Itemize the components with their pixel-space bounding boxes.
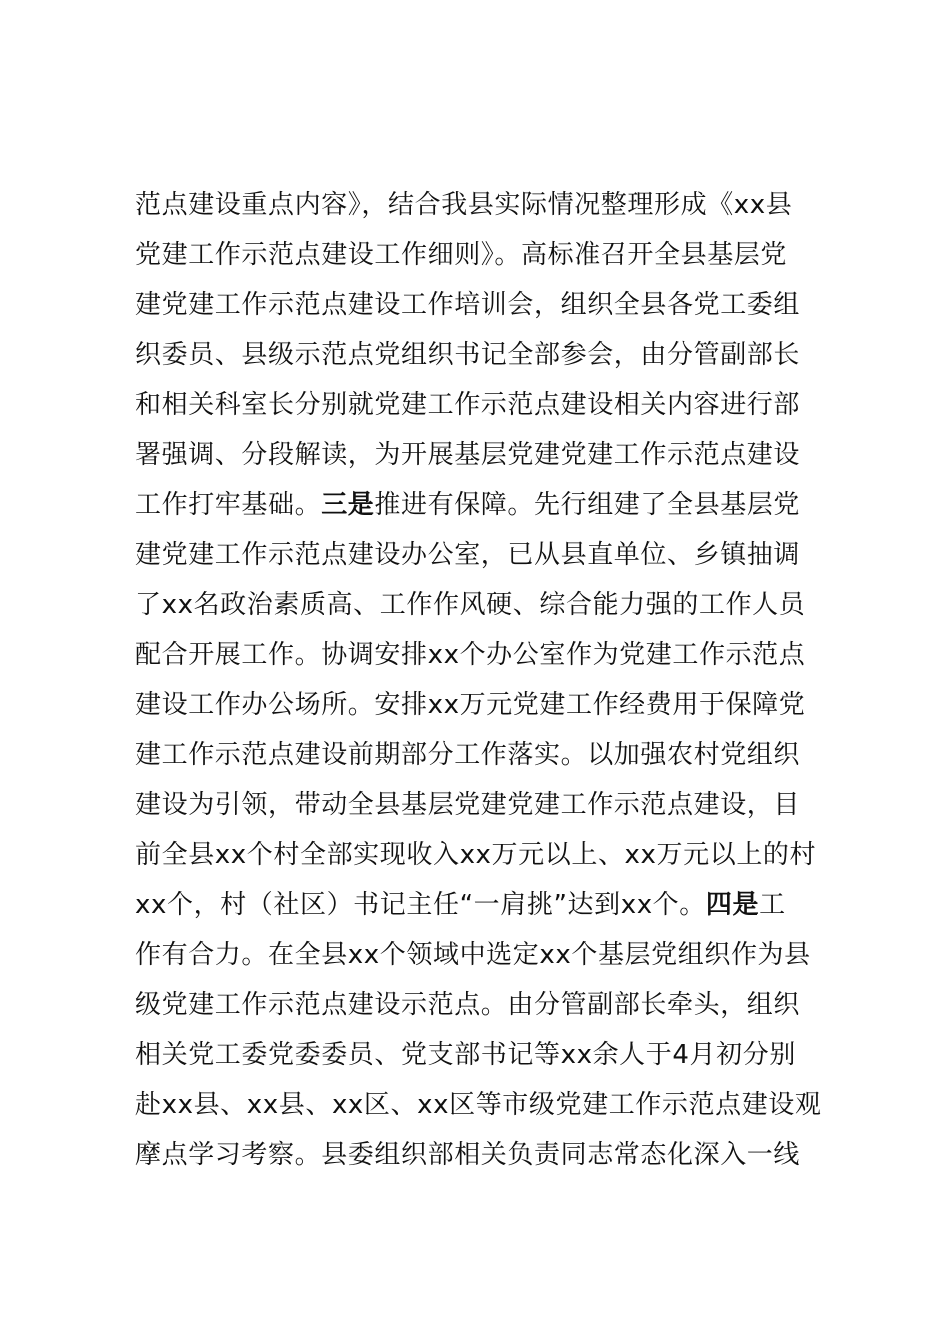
text-run: 建设为引领，带动全县基层党建党建工作示范点建设，目 xyxy=(135,790,801,820)
text-line xyxy=(135,830,855,880)
text-line xyxy=(135,430,855,480)
text-line xyxy=(135,730,855,780)
text-run: 建设工作办公场所。安排xx万元党建工作经费用于保障党 xyxy=(135,690,806,720)
text-run: 党建工作示范点建设工作细则》。高标准召开全县基层党 xyxy=(135,240,788,270)
text-line xyxy=(135,880,855,930)
text-run: 配合开展工作。协调安排xx个办公室作为党建工作示范点 xyxy=(135,640,806,670)
bold-heading-run: 四是 xyxy=(705,890,760,920)
text-line xyxy=(135,780,855,830)
text-line xyxy=(135,530,855,580)
text-run: 作有合力。在全县xx个领域中选定xx个基层党组织作为县 xyxy=(135,940,811,970)
text-run: 织委员、县级示范点党组织书记全部参会，由分管副部长 xyxy=(135,340,801,370)
text-run: 建工作示范点建设前期部分工作落实。以加强农村党组织 xyxy=(135,740,801,770)
text-run: 前全县xx个村全部实现收入xx万元以上、xx万元以上的村 xyxy=(135,840,817,870)
text-line xyxy=(135,680,855,730)
text-run: 了xx名政治素质高、工作作风硬、综合能力强的工作人员 xyxy=(135,590,806,620)
text-line xyxy=(135,230,855,280)
text-line xyxy=(135,480,855,530)
text-run: 级党建工作示范点建设示范点。由分管副部长牵头，组织 xyxy=(135,990,801,1020)
text-line xyxy=(135,580,855,630)
text-line xyxy=(135,1030,855,1080)
text-run: 署强调、分段解读，为开展基层党建党建工作示范点建设 xyxy=(135,440,801,470)
text-line xyxy=(135,330,855,380)
bold-heading-run: 三是 xyxy=(321,490,375,520)
text-line xyxy=(135,280,855,330)
text-line xyxy=(135,630,855,680)
text-line xyxy=(135,1080,855,1130)
text-run: 工 xyxy=(759,890,786,920)
text-run: 建党建工作示范点建设办公室，已从县直单位、乡镇抽调 xyxy=(135,540,801,570)
text-run: 推进有保障。先行组建了全县基层党 xyxy=(374,490,801,520)
text-line xyxy=(135,980,855,1030)
text-run: 建党建工作示范点建设工作培训会，组织全县各党工委组 xyxy=(135,290,801,320)
text-run: 相关党工委党委委员、党支部书记等xx余人于4月初分别 xyxy=(135,1040,796,1070)
text-run: 赴xx县、xx县、xx区、xx区等市级党建工作示范点建设观 xyxy=(135,1090,822,1120)
text-line xyxy=(135,380,855,430)
body-text xyxy=(135,180,855,1180)
text-run: 摩点学习考察。县委组织部相关负责同志常态化深入一线 xyxy=(135,1140,801,1170)
text-run: 工作打牢基础。 xyxy=(135,490,322,520)
text-run: xx个，村（社区）书记主任“一肩挑”达到xx个。 xyxy=(135,890,706,920)
text-line xyxy=(135,1130,855,1180)
text-line xyxy=(135,180,855,230)
text-run: 范点建设重点内容》，结合我县实际情况整理形成《xx县 xyxy=(135,190,793,220)
text-run: 和相关科室长分别就党建工作示范点建设相关内容进行部 xyxy=(135,390,801,420)
text-line xyxy=(135,930,855,980)
